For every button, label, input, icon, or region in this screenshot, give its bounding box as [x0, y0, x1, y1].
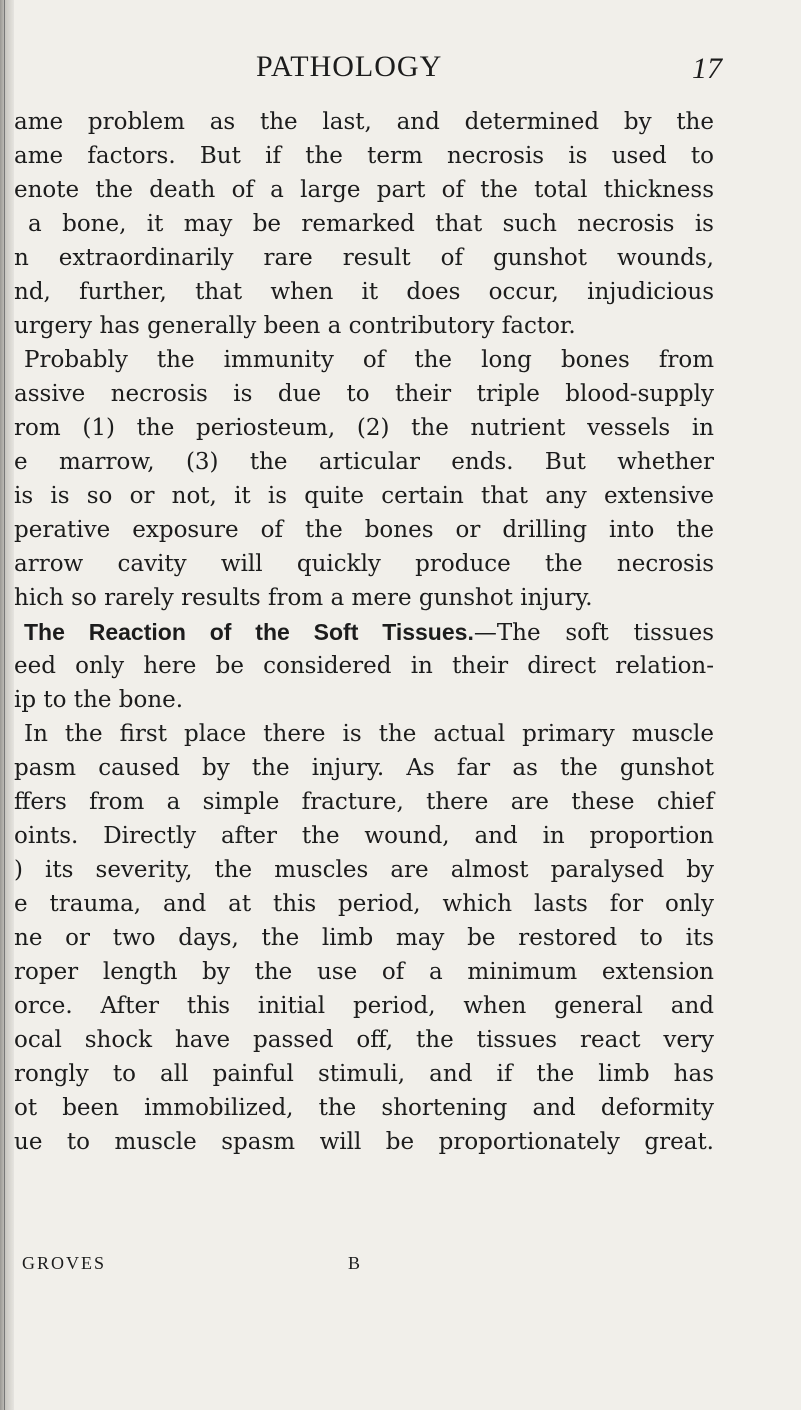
text-line: ne or two days, the limb may be restored to its	[14, 925, 714, 951]
text-line: ) its severity, the muscles are almost paralysed by	[14, 857, 714, 883]
page-footer	[22, 1253, 622, 1277]
text-line: In the first place there is the actual primary muscle	[24, 721, 714, 747]
text-line: pasm caused by the injury. As far as the gunshot	[14, 755, 714, 781]
text-line: is is so or not, it is quite certain that any extensive	[14, 483, 714, 509]
text-line: ip to the bone.	[14, 687, 184, 713]
text-line: rom (1) the periosteum, (2) the nutrient vessels in	[14, 415, 714, 441]
text-line: arrow cavity will quickly produce the necrosis	[14, 551, 714, 577]
text-line: ocal shock have passed off, the tissues react very	[14, 1027, 714, 1053]
text-line: roper length by the use of a minimum extension	[14, 959, 714, 985]
text-line: ue to muscle spasm will be proportionately great.	[14, 1129, 714, 1155]
text-line: eed only here be considered in their direct relation-	[14, 653, 714, 679]
running-title: PATHOLOGY	[256, 50, 443, 83]
body-text	[14, 105, 714, 1159]
text-line: Probably the immunity of the long bones from	[24, 347, 714, 373]
section-heading: The Reaction of the Soft Tissues.	[24, 619, 474, 645]
text-line: ffers from a simple fracture, there are these chief	[14, 789, 714, 815]
signature-mark: B	[348, 1253, 363, 1273]
signature-name: GROVES	[22, 1253, 107, 1273]
text-line: nd, further, that when it does occur, injudicious	[14, 279, 714, 305]
page-header	[0, 50, 801, 90]
text-line: a bone, it may be remarked that such necrosis is	[28, 211, 714, 237]
text-line: perative exposure of the bones or drilling into the	[14, 517, 714, 543]
text-line: n extraordinarily rare result of gunshot wounds,	[14, 245, 714, 271]
text-line: oints. Directly after the wound, and in proportion	[14, 823, 714, 849]
text-line: ame factors. But if the term necrosis is used to	[14, 143, 714, 169]
binding-gutter	[0, 0, 14, 1410]
text-line: ot been immobilized, the shortening and deformity	[14, 1095, 714, 1121]
text-line: urgery has generally been a contributory factor.	[14, 313, 576, 339]
text-line: assive necrosis is due to their triple blood-supply	[14, 381, 714, 407]
section-heading-rest: —The soft tissues	[473, 620, 714, 646]
page-number: 17	[692, 52, 722, 85]
text-line: orce. After this initial period, when general and	[14, 993, 714, 1019]
text-line: rongly to all painful stimuli, and if the limb has	[14, 1061, 714, 1087]
text-line: ame problem as the last, and determined by the	[14, 109, 714, 135]
text-line: enote the death of a large part of the total thickness	[14, 177, 714, 203]
section-heading-line	[14, 615, 714, 649]
text-line: e marrow, (3) the articular ends. But whether	[14, 449, 714, 475]
text-line: hich so rarely results from a mere gunshot injury.	[14, 585, 593, 611]
text-line: e trauma, and at this period, which lasts for only	[14, 891, 714, 917]
binding-edge	[4, 0, 5, 1410]
